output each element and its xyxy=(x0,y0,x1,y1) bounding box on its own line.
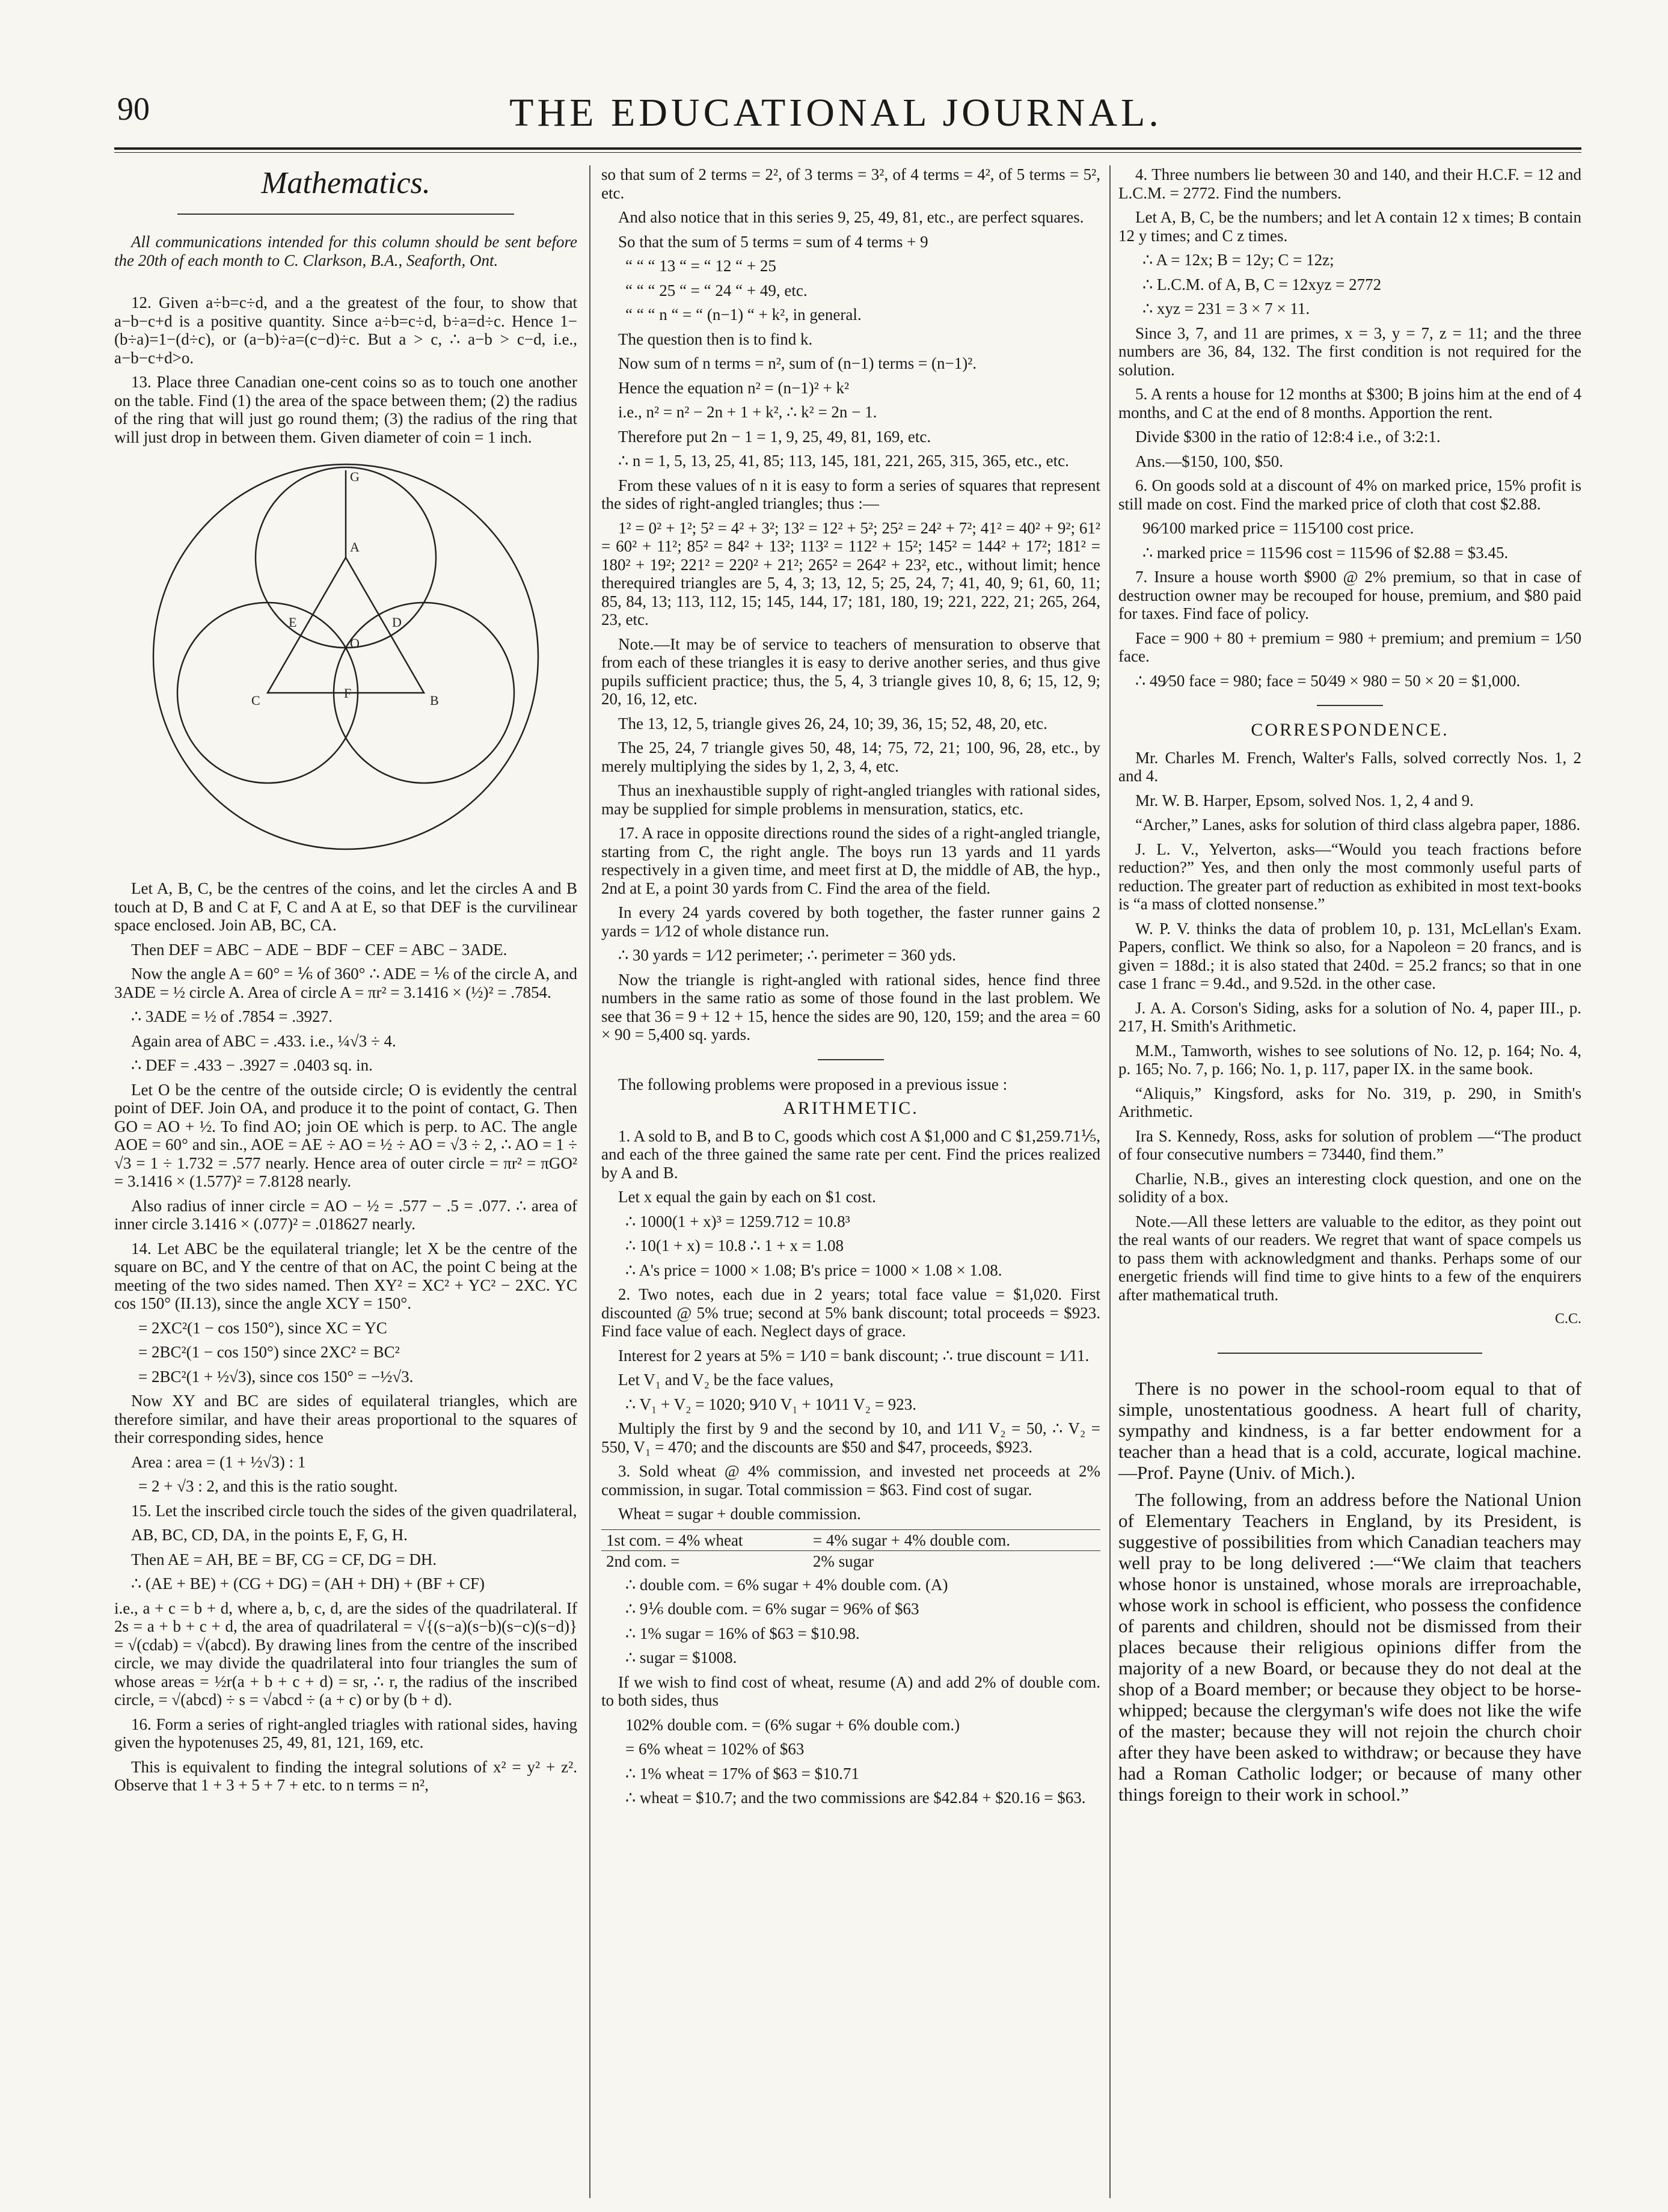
paragraph: If we wish to find cost of wheat, resume (A) and add 2% of double com. to both sides, thus xyxy=(601,1673,1100,1709)
paragraph: Let x equal the gain by each on $1 cost. xyxy=(618,1188,876,1206)
problem-12: 12. Given a÷b=c÷d, and a the greatest of the four, to show that a−b−c+d is a positive quantity. Since a÷b=c÷d, b÷a=d÷c. Hence 1−(b÷a)=1−(d÷c), or (a−b)÷a=(c−d)÷c. But a > c, ∴ a−b > c−d, i.e., a−b−c+d>o. xyxy=(114,293,577,367)
editorial-paragraph: There is no power in the school-room equal to that of simple, unostentatious goodness. A heart full of charity, sympathy and kindness, is a far better endowment for a teacher than a head that is a cold, accurate, logical machine.—Prof. Payne (Univ. of Mich.). xyxy=(1118,1377,1581,1483)
note-paragraph: Note.—It may be of service to teachers of mensuration to observe that from each of these triangles it is easy to derive another series, and thus give pupils sufficient practice; thus, the 5, 4, 3 triangle gives 10, 8, 6; 15, 12, 9; 20, 16, 12, etc. xyxy=(601,634,1100,708)
correspondence-item: W. P. V. thinks the data of problem 10, p. 131, McLellan's Exam. Papers, conflict. We think so also, for a Napoleon = 20 francs, and is given = 188d.; it is also stated that 240d. = 25.2 francs; so that in one case 1 franc = 9.4d., and 9.52d. in the other case. xyxy=(1118,919,1581,992)
paragraph: In every 24 yards covered by both together, the faster runner gains 2 yards = 1⁄12 of whole distance run. xyxy=(601,903,1100,940)
paragraph: The 13, 12, 5, triangle gives 26, 24, 10; 39, 36, 15; 52, 48, 20, etc. xyxy=(618,714,1047,733)
paragraph: And also notice that in this series 9, 25, 49, 81, etc., are perfect squares. xyxy=(618,208,1084,226)
label-e: E xyxy=(289,615,297,630)
formula-line: Area : area = (1 + ½√3) : 1 xyxy=(131,1452,306,1471)
correspondence-item: Mr. Charles M. French, Walter's Falls, solved correctly Nos. 1, 2 and 4. xyxy=(1118,748,1581,785)
paragraph: Now sum of n terms = n², sum of (n−1) terms = (n−1)². xyxy=(618,354,977,372)
editor-note: Note.—All these letters are valuable to the editor, as they point out the real wants of our readers. We regret that want of space compels us to pass them with acknowledgment and thanks. Perhaps some of our energetic friends will find time to give hints to a few of the enquirers after mathematical truth. xyxy=(1118,1212,1581,1304)
formula-line: ∴ 1% sugar = 16% of $63 = $10.98. xyxy=(625,1624,860,1642)
formula-line: ∴ A's price = 1000 × 1.08; B's price = 1000 × 1.08 × 1.08. xyxy=(625,1261,1002,1279)
paragraph: Hence the equation n² = (n−1)² + k² xyxy=(618,378,850,397)
paragraph: ∴ n = 1, 5, 13, 25, 41, 85; 113, 145, 181, 221, 265, 315, 365, etc., etc. xyxy=(618,452,1069,470)
column-left xyxy=(114,165,577,1801)
paragraph: Since 3, 7, and 11 are primes, x = 3, y = 7, z = 11; and the three numbers are 36, 84, 132. The first condition is not required for the solution. xyxy=(1118,324,1581,379)
problem-17: 17. A race in opposite directions round the sides of a right-angled triangle, starting from C, the right angle. The boys run 13 yards and 11 yards respectively in a given time, and meet first at D, the middle of AB, the hyp., 2nd at E, a point 30 yards from C. Find the area of the field. xyxy=(601,824,1100,897)
paragraph: Therefore put 2n − 1 = 1, 9, 25, 49, 81, 169, etc. xyxy=(618,427,931,446)
column-middle xyxy=(601,165,1100,1813)
paragraph: Let A, B, C, be the numbers; and let A contain 12 x times; B contain 12 y times; and C z times. xyxy=(1118,208,1581,245)
formula-line: ∴ wheat = $10.7; and the two commissions are $42.84 + $20.16 = $63. xyxy=(625,1789,1086,1807)
table-cell: 2nd com. = xyxy=(601,1551,808,1572)
formula-line: = 2BC²(1 + ½√3), since cos 150° = −½√3. xyxy=(138,1367,414,1386)
problem-16-solution: This is equivalent to finding the integral solutions of x² = y² + z². Observe that 1 + 3 + 5 + 7 + etc. to n terms = n², xyxy=(114,1757,577,1794)
correspondence-item: Ira S. Kennedy, Ross, asks for solution of problem —“The product of four consecutive numbers = 73440, find them.” xyxy=(1118,1126,1581,1163)
submission-notice: All communications intended for this column should be sent before the 20th of each month to C. Clarkson, B.A., Seaforth, Ont. xyxy=(114,233,577,269)
formula-line: 96⁄100 marked price = 115⁄100 cost price. xyxy=(1142,519,1414,537)
table-row xyxy=(601,1551,1100,1572)
correspondence-heading: CORRESPONDENCE. xyxy=(1251,720,1449,740)
journal-title: THE EDUCATIONAL JOURNAL. xyxy=(509,91,1162,135)
paragraph: Let V₁ and V₂ be the face values, xyxy=(618,1371,834,1389)
problem-15-solution: i.e., a + c = b + d, where a, b, c, d, are the sides of the quadrilateral. If 2s = a + b + c + d, the area of quadrilateral = √{(s−a)(s−b)(s−c)(s−d)} = √(cdab) = √(abcd). By drawing lines from the centre of the inscribed circle, we may divide the quadrilateral into four triangles the sum of whose areas = ½r(a + b + c + d) = sr, ∴ r, the radius of the inscribed circle, = √(abcd) ÷ s = √abcd ÷ (a + c) or by (b + d). xyxy=(114,1599,577,1709)
paragraph: Thus an inexhaustible supply of right-angled triangles with rational sides, may be supplied for simple problems in mensuration, statics, etc. xyxy=(601,781,1100,818)
correspondence-item: J. A. A. Corson's Siding, asks for a solution of No. 4, paper III., p. 217, H. Smith's Arithmetic. xyxy=(1118,998,1581,1035)
arithmetic-heading: ARITHMETIC. xyxy=(783,1098,919,1118)
problem-16: 16. Form a series of right-angled triagles with rational sides, having given the hypotenuses 25, 49, 81, 121, 169, etc. xyxy=(114,1715,577,1751)
header-rule-thin xyxy=(114,152,1581,153)
page-number: 90 xyxy=(117,91,150,127)
label-f: F xyxy=(344,686,352,701)
arithmetic-problem-7: 7. Insure a house worth $900 @ 2% premium, so that in case of destruction owner may be recouped for house, premium, and $80 paid for taxes. Find face of policy. xyxy=(1118,568,1581,622)
answer-line: Ans.—$150, 100, $50. xyxy=(1135,452,1284,470)
header-rule xyxy=(114,147,1581,150)
formula-line: ∴ 1000(1 + x)³ = 1259.712 = 10.8³ xyxy=(625,1212,850,1230)
formula-line: ∴ V₁ + V₂ = 1020; 9⁄10 V₁ + 10⁄11 V₂ = 923. xyxy=(625,1395,917,1413)
table-cell: 2% sugar xyxy=(808,1551,1100,1572)
formula-line: ∴ A = 12x; B = 12y; C = 12z; xyxy=(1142,251,1334,269)
problem-13-solution: Let O be the centre of the outside circle; O is evidently the central point of DEF. Join OA, and produce it to the point of contact, G. Then GO = AO + ½. To find AO; join OE which is perp. to AC. The angle AOE = 60° and sin., AOE = AE ÷ AO = ½ ÷ AO = √3 ÷ 2, ∴ AO = 1 ÷ √3 = 1 ÷ 1.732 = .577 nearly. Hence area of outer circle = πr² = πGO² = 3.1416 × (1.577)² = 7.8128 nearly. xyxy=(114,1080,577,1190)
paragraph: Divide $300 in the ratio of 12:8:4 i.e., of 3:2:1. xyxy=(1135,428,1441,446)
formula-line: “ “ “ 25 “ = “ 24 “ + 49, etc. xyxy=(625,281,808,300)
page-header xyxy=(90,90,1581,144)
section-rule xyxy=(177,214,514,215)
label-c: C xyxy=(251,693,260,708)
paragraph: So that the sum of 5 terms = sum of 4 terms + 9 xyxy=(618,232,928,251)
problem-14: 14. Let ABC be the equilateral triangle; let X be the centre of the square on BC, and Y the centre of that on AC, the point C being at the meeting of the two sides named. Then XY² = XC² + YC² − 2XC. YC cos 150° (II.13), since the angle XCY = 150°. xyxy=(114,1239,577,1312)
label-o: O xyxy=(350,636,360,651)
arithmetic-problem-5: 5. A rents a house for 12 months at $300; B joins him at the end of 4 months, and C at the end of 8 months. Apportion the rent. xyxy=(1118,385,1581,422)
formula-line: ∴ marked price = 115⁄96 cost = 115⁄96 of $2.88 = $3.45. xyxy=(1142,543,1509,562)
paragraph: From these values of n it is easy to form a series of squares that represent the sides of right-angled triangles; thus :— xyxy=(601,476,1100,512)
separator-rule xyxy=(1218,1353,1482,1354)
column-divider xyxy=(589,165,590,2198)
problem-13-solution: ∴ DEF = .433 − .3927 = .0403 sq. in. xyxy=(131,1056,373,1074)
formula-line: ∴ xyz = 231 = 3 × 7 × 11. xyxy=(1142,300,1310,318)
paragraph: The following problems were proposed in a previous issue : xyxy=(618,1075,1008,1093)
label-a: A xyxy=(350,539,360,555)
paragraph: The question then is to find k. xyxy=(618,330,813,348)
paragraph: Face = 900 + 80 + premium = 980 + premium; and premium = 1⁄50 face. xyxy=(1118,628,1581,665)
signoff: C.C. xyxy=(1554,1311,1581,1327)
label-d: D xyxy=(392,615,402,630)
problem-13-solution: Now the angle A = 60° = ⅙ of 360° ∴ ADE = ⅙ of the circle A, and 3ADE = ½ circle A. Area of circle A = πr² = 3.1416 × (½)² = .7854. xyxy=(114,965,577,1001)
formula-line: “ “ “ n “ = “ (n−1) “ + k², in general. xyxy=(625,306,862,324)
editorial-paragraph: The following, from an address before the National Union of Elementary Teachers in England, by its President, is suggestive of possibilities from which Canadian teachers may well pray to be long delivered :—“We claim that teachers whose honor is unstained, whose morals are irreproachable, whose work in school is efficient, who possess the confidence of parents and children, should not be dismissed from their places because their religious opinions differ from the majority of a new Board, or because they do not deal at the shop of a Board member; or because they object to be horse-whipped; because the clergyman's wife does not like the wife of the master; because they will not rejoin the church choir after they have been asked to withdraw; or because they have had a Roman Catholic lodger; or because of many other things foreign to their work in school.” xyxy=(1118,1488,1581,1805)
column-divider xyxy=(1109,165,1111,2198)
correspondence-item: “Archer,” Lanes, asks for solution of third class algebra paper, 1886. xyxy=(1135,816,1581,834)
formula-line: Then AE = AH, BE = BF, CG = CF, DG = DH. xyxy=(131,1550,437,1568)
table-row xyxy=(601,1529,1100,1551)
formula-line: ∴ 9⅙ double com. = 6% sugar = 96% of $63 xyxy=(625,1600,919,1618)
arithmetic-problem-2: 2. Two notes, each due in 2 years; total face value = $1,020. First discounted @ 5% true; second at 5% bank discount; total proceeds = $923. Find face value of each. Neglect days of grace. xyxy=(601,1285,1100,1340)
paragraph: i.e., n² = n² − 2n + 1 + k², ∴ k² = 2n − 1. xyxy=(618,403,877,421)
paragraph: ∴ 49⁄50 face = 980; face = 50⁄49 × 980 = 50 × 20 = $1,000. xyxy=(1135,671,1521,690)
formula-line: ∴ sugar = $1008. xyxy=(625,1648,737,1667)
table-cell: 1st com. = 4% wheat xyxy=(601,1529,808,1551)
separator-rule xyxy=(818,1059,884,1060)
label-g: G xyxy=(350,469,360,484)
coins-figure xyxy=(114,452,577,861)
formula-line: = 6% wheat = 102% of $63 xyxy=(625,1740,805,1758)
paragraph: Interest for 2 years at 5% = 1⁄10 = bank discount; ∴ true discount = 1⁄11. xyxy=(618,1346,1090,1365)
paragraph: 1² = 0² + 1²; 5² = 4² + 3²; 13² = 12² + 5²; 25² = 24² + 7²; 41² = 40² + 9²; 61² = 60² + 11²; 85² = 84² + 13²; 113² = 112² + 15²; 145² = 144² + 17²; 181² = 180² + 19²; 221² = 220² + 21²; 265² = 264² + 23², etc., without limit; hence therequired triangles are 5, 4, 3; 13, 12, 5; 25, 24, 7; 41, 40, 9; 61, 60, 11; 85, 84, 13; 113, 112, 15; 145, 144, 17; 181, 180, 19; 221, 222, 21; 265, 264, 23, etc. xyxy=(601,518,1100,628)
formula-line: ∴ L.C.M. of A, B, C = 12xyz = 2772 xyxy=(1142,275,1382,293)
correspondence-item: “Aliquis,” Kingsford, asks for No. 319, p. 290, in Smith's Arithmetic. xyxy=(1118,1084,1581,1120)
problem-13-solution: Then DEF = ABC − ADE − BDF − CEF = ABC − 3ADE. xyxy=(131,940,507,959)
problem-13-solution: Also radius of inner circle = AO − ½ = .577 − .5 = .077. ∴ area of inner circle 3.1416 × (.077)² = .018627 nearly. xyxy=(114,1196,577,1233)
formula-line: = 2 + √3 : 2, and this is the ratio sought. xyxy=(138,1477,398,1495)
column-right xyxy=(1118,165,1581,1811)
arithmetic-problem-3: 3. Sold wheat @ 4% commission, and invested net proceeds at 2% commission, in sugar. Total commission = $63. Find cost of sugar. xyxy=(601,1462,1100,1499)
formula-line: “ “ “ 13 “ = “ 12 “ + 25 xyxy=(625,257,776,275)
correspondence-item: Charlie, N.B., gives an interesting clock question, and one on the solidity of a box. xyxy=(1118,1169,1581,1206)
section-title: Mathematics. xyxy=(261,166,431,200)
formula-line: AB, BC, CD, DA, in the points E, F, G, H. xyxy=(131,1526,408,1544)
paragraph: ∴ 30 yards = 1⁄12 perimeter; ∴ perimeter = 360 yds. xyxy=(618,946,956,964)
table-cell: = 4% sugar + 4% double com. xyxy=(808,1529,1100,1551)
paragraph: Multiply the first by 9 and the second by 10, and 1⁄11 V₂ = 50, ∴ V₂ = 550, V₁ = 470; and the discounts are $50 and $47, proceeds, $923. xyxy=(601,1419,1100,1456)
formula-line: = 2BC²(1 − cos 150°) since 2XC² = BC² xyxy=(138,1343,400,1361)
formula-line: ∴ double com. = 6% sugar + 4% double com. (A) xyxy=(625,1575,948,1594)
paragraph: Wheat = sugar + double commission. xyxy=(618,1505,861,1523)
formula-line: ∴ 1% wheat = 17% of $63 = $10.71 xyxy=(625,1764,859,1783)
correspondence-item: J. L. V., Yelverton, asks—“Would you teach fractions before reduction?” Yes, and then only the most commonly useful parts of reduction. The greater part of reduction as exhibited in most text-books is “a mass of clotted nonsense.” xyxy=(1118,840,1581,913)
problem-13-solution: Let A, B, C, be the centres of the coins, and let the circles A and B touch at D, B and C at F, C and A at E, so that DEF is the curvilinear space enclosed. Join AB, BC, CA. xyxy=(114,879,577,934)
arithmetic-problem-1: 1. A sold to B, and B to C, goods which cost A $1,000 and C $1,259.71⅕, and each of the three gained the same rate per cent. Find the prices realized by A and B. xyxy=(601,1126,1100,1182)
arithmetic-problem-4: 4. Three numbers lie between 30 and 140, and their H.C.F. = 12 and L.C.M. = 2772. Find the numbers. xyxy=(1118,165,1581,202)
correspondence-item: M.M., Tamworth, wishes to see solutions of No. 12, p. 164; No. 4, p. 165; No. 7, p. 166; No. 1, p. 117, paper IX. in the same book. xyxy=(1118,1041,1581,1078)
formula-line: ∴ 10(1 + x) = 10.8 ∴ 1 + x = 1.08 xyxy=(625,1237,844,1255)
paragraph: The 25, 24, 7 triangle gives 50, 48, 14; 75, 72, 21; 100, 96, 28, etc., by merely multiplying the sides by 1, 2, 3, 4, etc. xyxy=(601,739,1100,775)
problem-14-solution: Now XY and BC are sides of equilateral triangles, which are therefore similar, and have their areas proportional to the squares of their corresponding sides, hence xyxy=(114,1392,577,1446)
formula-line: 102% double com. = (6% sugar + 6% double com.) xyxy=(625,1715,960,1734)
commission-table xyxy=(601,1529,1100,1572)
problem-15: 15. Let the inscribed circle touch the sides of the given quadrilateral, xyxy=(131,1501,577,1520)
problem-13: 13. Place three Canadian one-cent coins so as to touch one another on the table. Find (1) the area of the space between them; (2) the radius of the ring that will just go round them; (3) the radius of the ring that will just drop in between them. Given diameter of coin = 1 inch. xyxy=(114,373,577,446)
formula-line: ∴ (AE + BE) + (CG + DG) = (AH + DH) + (BF + CF) xyxy=(131,1575,485,1593)
arithmetic-problem-6: 6. On goods sold at a discount of 4% on marked price, 15% profit is still made on cost. Find the marked price of cloth that cost $2.88. xyxy=(1118,476,1581,513)
problem-13-solution: ∴ 3ADE = ½ of .7854 = .3927. xyxy=(131,1007,333,1025)
paragraph: Now the triangle is right-angled with rational sides, hence find three numbers in the same ratio as some of those found in the last problem. We see that 36 = 9 + 12 + 15, hence the sides are 90, 120, 159; and the area = 60 × 90 = 5,400 sq. yards. xyxy=(601,970,1100,1043)
problem-13-solution: Again area of ABC = .433. i.e., ¼√3 ÷ 4. xyxy=(131,1031,396,1050)
label-b: B xyxy=(430,693,439,708)
correspondence-item: Mr. W. B. Harper, Epsom, solved Nos. 1, 2, 4 and 9. xyxy=(1135,791,1474,810)
formula-line: = 2XC²(1 − cos 150°), since XC = YC xyxy=(138,1318,387,1337)
separator-rule xyxy=(1317,705,1383,706)
paragraph: so that sum of 2 terms = 2², of 3 terms = 3², of 4 terms = 4², of 5 terms = 5², etc. xyxy=(601,165,1100,202)
